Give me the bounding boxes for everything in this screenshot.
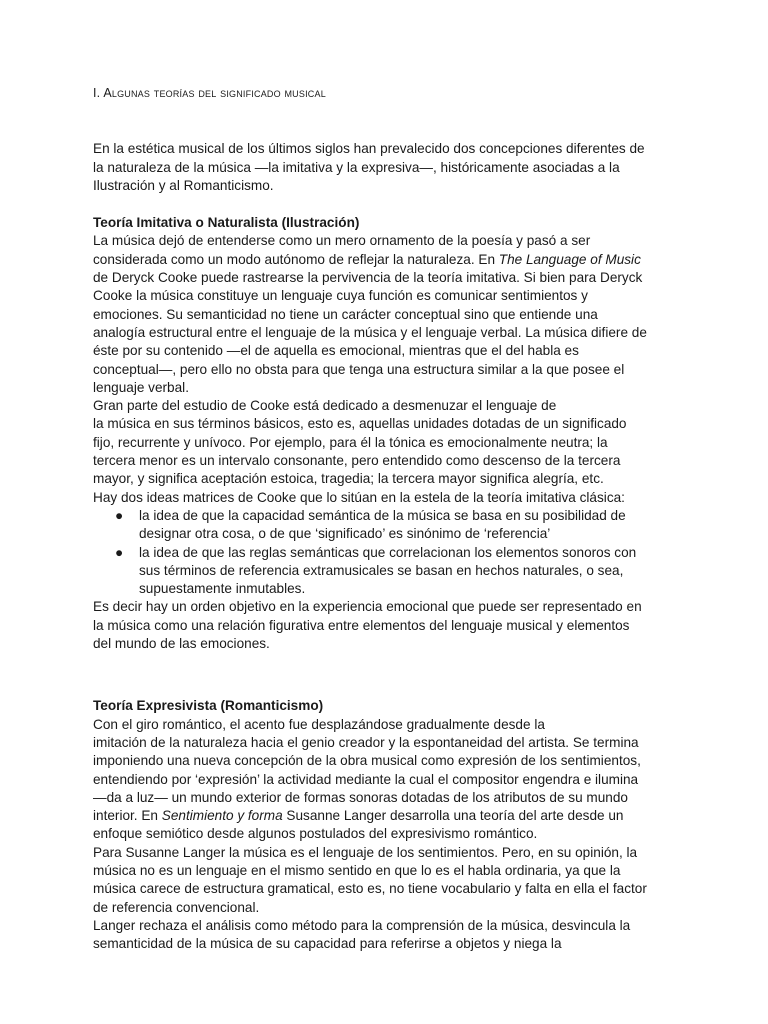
book-title: Sentimiento y forma: [161, 808, 283, 824]
expressive-paragraph-2: Para Susanne Langer la música es el lenguaje de los sentimientos. Pero, en su opinión, la música no es un lenguaje en el mismo sentido en que lo es el habla ordinaria, ya que la música carece de estructura gramatical, esto es, no tiene vocabulario y falta en ella el factor de referencia convencional.: [93, 844, 647, 915]
document-page: [93, 84, 683, 953]
list-item: ● la idea de que la capacidad semántica de la música se basa en su posibilidad de designar otra cosa, o de que ‘significado’ es sinónimo de ‘referencia’: [115, 507, 626, 542]
imitative-paragraph-2: Gran parte del estudio de Cooke está dedicado a desmenuzar el lenguaje de la música en sus términos básicos, esto es, aquellas unidades dotadas de un significado fijo, recurrente y unívoco. Por ejemplo, para él la tónica es emocionalmente neutra; la tercera menor es un intervalo consonante, pero entendido como descenso de la tercera mayor, y significa aceptación estoica, tragedia; la tercera mayor significa alegría, etc.: [93, 398, 627, 487]
bullet-icon: ●: [115, 507, 124, 523]
expressive-paragraph-1: Con el giro romántico, el acento fue desplazándose gradualmente desde la imitación de la naturaleza hacia el genio creador y la espontaneidad del artista. Se termina imponiendo una nueva concepción de la obra musical como expresión de los sentimientos, entendiendo por ‘expresión’ la actividad mediante la cual el compositor engendra e ilumina —da a luz— un mundo exterior de formas sonoras dotadas de los atributos de su mundo interior. En Sentimiento y forma Susanne Langer desarrolla una teoría del arte desde un enfoque semiótico desde algunos postulados del expresivismo romántico.: [93, 716, 641, 842]
section-title-expressive: Teoría Expresivista (Romanticismo): [93, 698, 324, 714]
book-title: The Language of Music: [498, 251, 641, 267]
imitative-paragraph-4: Es decir hay un orden objetivo en la experiencia emocional que puede ser representado en la música como una relación figurativa entre elementos del lenguaje musical y elementos del mundo de las emociones.: [93, 599, 642, 652]
intro-paragraph: En la estética musical de los últimos siglos han prevalecido dos concepciones diferentes de la naturaleza de la música —la imitativa y la expresiva—, históricamente asociadas a la Ilustración y al Romanticismo.: [93, 141, 645, 193]
bullet-icon: ●: [115, 544, 124, 560]
imitative-paragraph-1: La música dejó de entenderse como un mero ornamento de la poesía y pasó a ser considerada como un modo autónomo de reflejar la naturaleza. En The Language of Music de Deryck Cooke puede rastrearse la pervivencia de la teoría imitativa. Si bien para Deryck Cooke la música constituye un lenguaje cuya función es comunicar sentimientos y emociones. Su semanticidad no tiene un carácter conceptual sino que entiende una analogía estructural entre el lenguaje de la música y el lenguaje verbal. La música difiere de éste por su contenido —el de aquella es emocional, mientras que el del habla es conceptual—, pero ello no obsta para que tenga una estructura similar a la que posee el lenguaje verbal.: [93, 233, 647, 395]
bullet-list: [93, 507, 683, 598]
chapter-heading: I. Algunas teorías del significado musical: [93, 86, 326, 100]
imitative-paragraph-3: Hay dos ideas matrices de Cooke que lo sitúan en la estela de la teoría imitativa clásica:: [93, 489, 625, 505]
section-title-imitative: Teoría Imitativa o Naturalista (Ilustración): [93, 215, 360, 231]
expressive-paragraph-3: Langer rechaza el análisis como método para la comprensión de la música, desvincula la semanticidad de la música de su capacidad para referirse a objetos y niega la: [93, 917, 631, 952]
list-item: ● la idea de que las reglas semánticas que correlacionan los elementos sonoros con sus términos de referencia extramusicales se basan en hechos naturales, o sea, supuestamente inmutables.: [115, 544, 637, 597]
